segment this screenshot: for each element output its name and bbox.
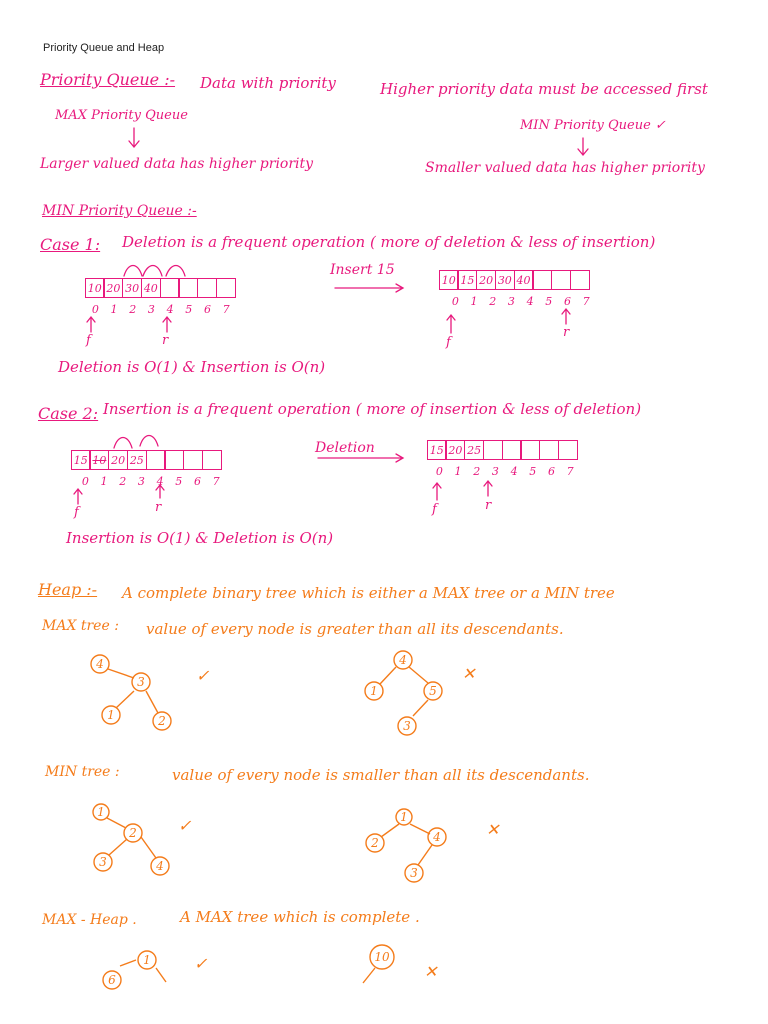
array-index: 5 — [185, 303, 193, 316]
case2-indices-before — [76, 475, 226, 488]
array-index: 4 — [156, 475, 164, 488]
priority-queue-heading: Priority Queue :- — [40, 70, 176, 89]
array-index: 4 — [526, 295, 534, 308]
cross-mark-icon: ✕ — [462, 664, 476, 683]
cross-mark-icon: ✕ — [486, 820, 500, 839]
cross-mark-icon: ✕ — [424, 962, 438, 981]
tree-node-value: 3 — [403, 719, 411, 733]
array-index: 0 — [435, 465, 443, 478]
case1-indices-before — [86, 303, 236, 316]
array-cell — [539, 440, 559, 460]
rear-pointer-label: r — [155, 500, 162, 515]
case1-array-after — [440, 270, 590, 290]
array-index: 7 — [212, 475, 220, 488]
tree-node — [91, 655, 109, 673]
max-tree-label: MAX tree : — [42, 618, 119, 634]
tree-node-value: 1 — [97, 805, 105, 819]
tree-node — [138, 951, 156, 969]
case1-description: Deletion is a frequent operation ( more of deletion & less of insertion) — [122, 233, 656, 251]
tree-node-value: 6 — [108, 973, 116, 987]
shift-arrow-icon — [114, 438, 132, 449]
tree-node — [405, 864, 423, 882]
array-index: 5 — [529, 465, 537, 478]
tree-node-value: 3 — [137, 675, 145, 689]
array-cell: 10 — [439, 270, 459, 290]
array-cell: 40 — [514, 270, 534, 290]
check-mark-icon: ✓ — [178, 816, 192, 835]
case1-label: Case 1: — [40, 235, 101, 254]
array-cell: 20 — [476, 270, 496, 290]
array-cell — [551, 270, 571, 290]
arrowhead-icon — [484, 481, 492, 486]
array-cell: 10 — [85, 278, 105, 298]
min-priority-queue-label: MIN Priority Queue ✓ — [520, 118, 666, 133]
array-index: 0 — [451, 295, 459, 308]
array-cell — [558, 440, 578, 460]
array-cell: 30 — [122, 278, 142, 298]
priority-queue-definition: Data with priority — [200, 74, 336, 92]
tree-node — [124, 824, 142, 842]
front-pointer-label: f — [446, 335, 451, 350]
max-priority-queue-label: MAX Priority Queue — [55, 108, 188, 123]
max-tree-definition: value of every node is greater than all its descendants. — [146, 620, 564, 638]
tree-node — [94, 853, 112, 871]
array-index: 3 — [137, 475, 145, 488]
tree-node — [102, 706, 120, 724]
array-index: 2 — [489, 295, 497, 308]
arrowhead-icon — [129, 141, 139, 147]
arrowhead-icon — [396, 284, 403, 292]
arrowhead-icon — [163, 317, 171, 322]
array-index: 6 — [563, 295, 571, 308]
array-index: 3 — [147, 303, 155, 316]
tree-node — [396, 809, 412, 825]
tree-node — [151, 857, 169, 875]
tree-node-value: 1 — [107, 708, 115, 722]
array-index: 5 — [175, 475, 183, 488]
min-tree-definition: value of every node is smaller than all its descendants. — [172, 766, 590, 784]
array-index: 1 — [100, 475, 108, 488]
max-heap-definition: A MAX tree which is complete . — [180, 908, 420, 926]
array-index: 1 — [110, 303, 118, 316]
tree-node-value: 2 — [129, 826, 137, 840]
array-cell: 20 — [445, 440, 465, 460]
tree-node-value: 4 — [156, 859, 164, 873]
array-index: 7 — [566, 465, 574, 478]
array-index: 6 — [193, 475, 201, 488]
array-index: 2 — [473, 465, 481, 478]
tree-node — [103, 971, 121, 989]
min-tree-label: MIN tree : — [45, 764, 120, 780]
rear-pointer-label: r — [162, 333, 169, 348]
array-cell — [202, 450, 222, 470]
array-index: 1 — [470, 295, 478, 308]
tree-node-value: 3 — [99, 855, 107, 869]
tree-node — [394, 651, 412, 669]
tree-node-value: 5 — [429, 684, 437, 698]
min-priority-queue-note: Smaller valued data has higher priority — [425, 160, 705, 176]
tree-node-value: 2 — [371, 836, 379, 850]
arrowhead-icon — [562, 309, 570, 314]
priority-queue-rule: Higher priority data must be accessed first — [380, 80, 708, 98]
array-index: 0 — [91, 303, 99, 316]
insert-label: Insert 15 — [330, 262, 395, 278]
shift-arrow-icon — [143, 266, 162, 277]
page-title: Priority Queue and Heap — [43, 42, 165, 54]
array-cell: 15 — [71, 450, 91, 470]
check-mark-icon: ✓ — [196, 666, 210, 685]
array-cell — [216, 278, 236, 298]
case1-complexity: Deletion is O(1) & Insertion is O(n) — [58, 358, 326, 376]
array-cell — [502, 440, 522, 460]
rear-pointer-label: r — [563, 325, 570, 340]
array-index: 5 — [545, 295, 553, 308]
shift-arrow-icon — [124, 266, 142, 277]
array-index: 7 — [222, 303, 230, 316]
array-cell — [178, 278, 198, 298]
max-heap-label: MAX - Heap . — [42, 912, 137, 928]
arrowhead-icon — [447, 315, 455, 320]
front-pointer-label: f — [432, 502, 437, 517]
front-pointer-label: f — [86, 333, 91, 348]
array-cell: 15 — [457, 270, 477, 290]
tree-node — [365, 682, 383, 700]
case1-indices-after — [446, 295, 596, 308]
tree-node — [153, 712, 171, 730]
front-pointer-label: f — [74, 505, 79, 520]
tree-node — [132, 673, 150, 691]
heap-heading: Heap :- — [38, 580, 98, 599]
check-mark-icon: ✓ — [194, 954, 208, 973]
tree-node — [93, 804, 109, 820]
array-index: 4 — [510, 465, 518, 478]
array-index: 2 — [129, 303, 137, 316]
tree-node-value: 4 — [96, 657, 104, 671]
tree-node-value: 1 — [370, 684, 378, 698]
array-index: 6 — [547, 465, 555, 478]
array-index: 7 — [582, 295, 590, 308]
tree-node-value: 3 — [410, 866, 418, 880]
tree-node-value: 1 — [143, 953, 151, 967]
case1-array-before — [86, 278, 236, 298]
array-cell — [146, 450, 166, 470]
max-priority-queue-note: Larger valued data has higher priority — [40, 156, 314, 172]
array-cell: 20 — [103, 278, 123, 298]
arrowhead-icon — [433, 483, 441, 488]
arrowhead-icon — [74, 489, 82, 494]
array-cell: 25 — [127, 450, 147, 470]
case2-label: Case 2: — [38, 404, 99, 423]
rear-pointer-label: r — [485, 498, 492, 513]
array-cell — [164, 450, 184, 470]
array-cell — [160, 278, 180, 298]
arrowhead-icon — [396, 454, 403, 462]
tree-node-value: 4 — [433, 830, 441, 844]
deletion-label: Deletion — [315, 440, 375, 456]
array-cell — [483, 440, 503, 460]
array-cell: 10 — [89, 450, 109, 470]
array-cell: 40 — [141, 278, 161, 298]
tree-node — [428, 828, 446, 846]
case2-description: Insertion is a frequent operation ( more of insertion & less of deletion) — [103, 400, 642, 418]
tree-node — [398, 717, 416, 735]
array-cell — [183, 450, 203, 470]
case2-array-after — [428, 440, 578, 460]
case2-complexity: Insertion is O(1) & Deletion is O(n) — [66, 529, 334, 547]
tree-node — [366, 834, 384, 852]
case2-array-before — [72, 450, 222, 470]
array-cell: 20 — [108, 450, 128, 470]
array-index: 4 — [166, 303, 174, 316]
tree-node — [370, 945, 394, 969]
tree-node-value: 1 — [400, 810, 408, 824]
tree-node-value: 2 — [158, 714, 166, 728]
array-cell — [520, 440, 540, 460]
array-cell — [197, 278, 217, 298]
heap-definition: A complete binary tree which is either a MAX tree or a MIN tree — [122, 584, 615, 602]
array-cell — [570, 270, 590, 290]
array-cell: 25 — [464, 440, 484, 460]
array-index: 3 — [507, 295, 515, 308]
array-index: 6 — [203, 303, 211, 316]
min-pq-heading: MIN Priority Queue :- — [42, 203, 197, 219]
shift-arrow-icon — [166, 266, 185, 277]
arrowhead-icon — [87, 317, 95, 322]
array-cell: 15 — [427, 440, 447, 460]
array-cell: 30 — [495, 270, 515, 290]
array-index: 3 — [491, 465, 499, 478]
arrowhead-icon — [578, 149, 588, 155]
tree-node-value: 10 — [374, 950, 390, 964]
array-cell — [532, 270, 552, 290]
tree-node-value: 4 — [399, 653, 407, 667]
array-index: 2 — [119, 475, 127, 488]
shift-arrow-icon — [140, 436, 158, 447]
array-index: 0 — [81, 475, 89, 488]
case2-indices-after — [430, 465, 580, 478]
tree-node — [424, 682, 442, 700]
array-index: 1 — [454, 465, 462, 478]
